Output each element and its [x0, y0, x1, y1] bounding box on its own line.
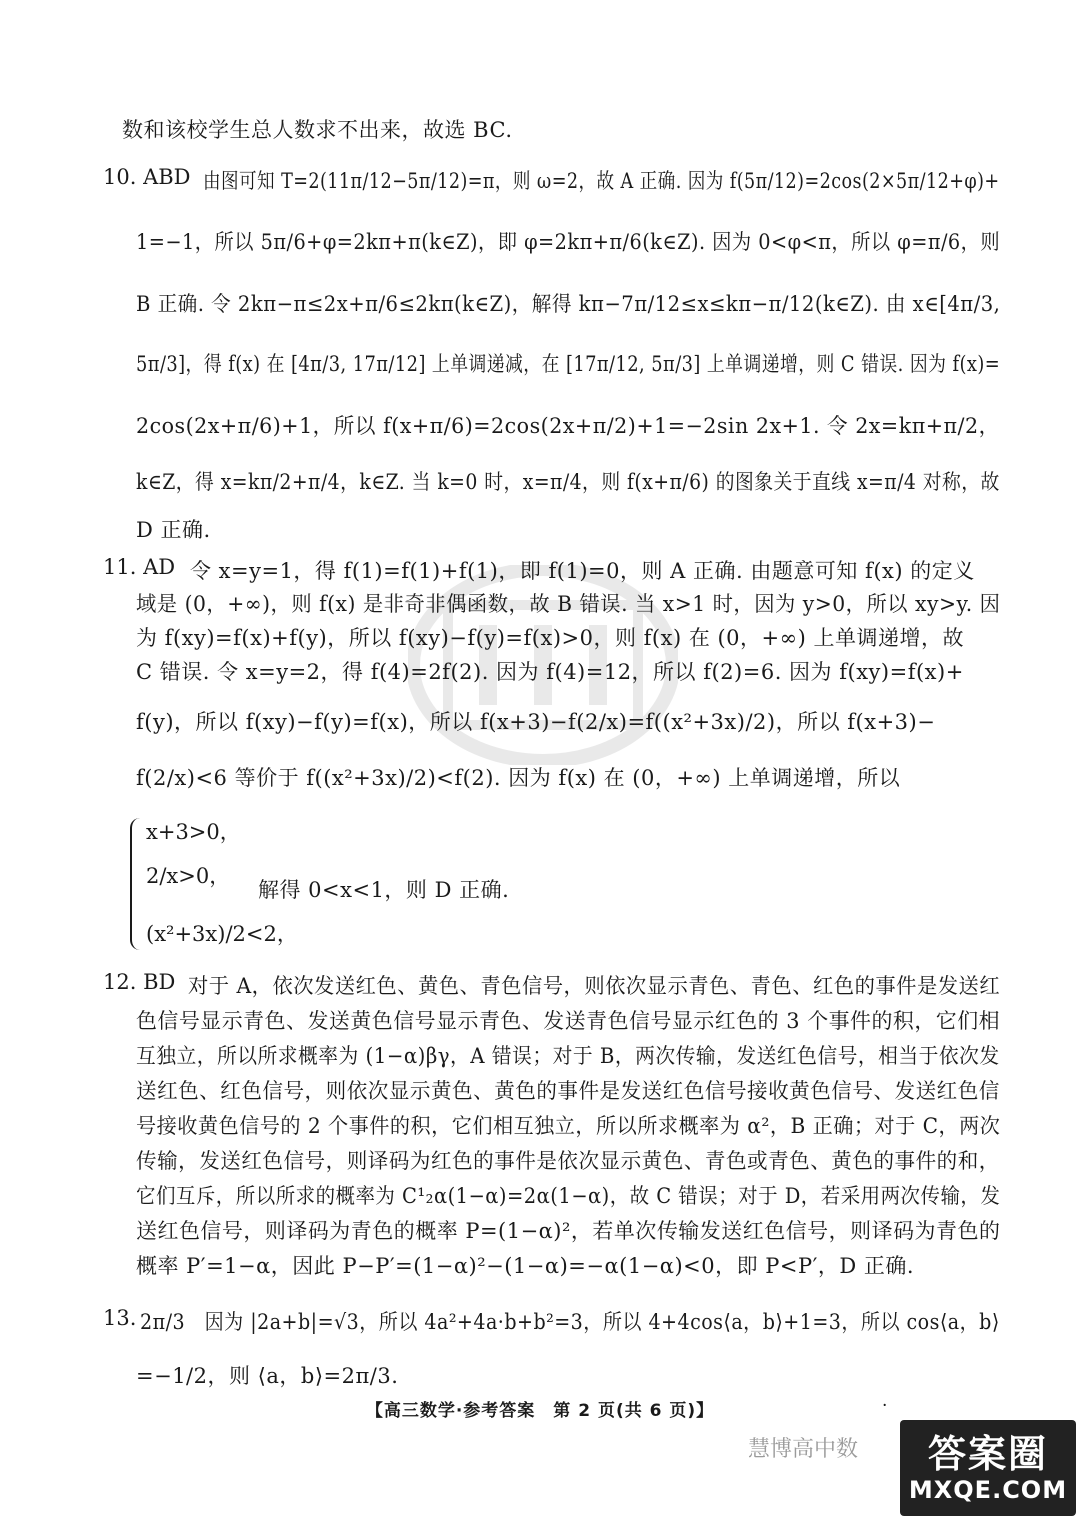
- page-footer: 【高三数学·参考答案 第 2 页(共 6 页)】: [365, 1401, 715, 1421]
- text-line: 2cos(2x+π/6)+1，所以 f(x+π/6)=2cos(2x+π/2)+1=−2sin 2x+1. 令 2x=kπ+π/2，: [136, 414, 1000, 438]
- site-watermark-url: MXQE.COM: [908, 1476, 1068, 1504]
- question-number: 11. AD: [103, 555, 176, 579]
- site-watermark-title: 答案圈: [927, 1432, 1048, 1476]
- text-line: 5π/3]，得 f(x) 在 [4π/3, 17π/12] 上单调递减，在 [17π/12, 5π/3] 上单调递增，则 C 错误. 因为 f(x)=: [136, 352, 1001, 376]
- text-line: 送红色、红色信号，则依次显示黄色、黄色的事件是发送红色信号接收黄色信号、发送红色信: [136, 1079, 1000, 1103]
- text-line: 色信号显示青色、发送黄色信号显示青色、发送青色信号显示红色的 3 个事件的积，它们相: [136, 1009, 1001, 1033]
- text-line: 数和该校学生总人数求不出来，故选 BC.: [122, 118, 513, 142]
- text-line: 2π/3 因为 |2a+b|=√3，所以 4a²+4a·b+b²=3，所以 4+4cos⟨a，b⟩+1=3，所以 cos⟨a，b⟩: [140, 1310, 1000, 1334]
- equation-system-brace: [130, 818, 144, 950]
- text-line: 对于 A，依次发送红色、黄色、青色信号，则依次显示青色、青色、红色的事件是发送红: [188, 974, 1001, 998]
- question-number: 13.: [103, 1306, 137, 1330]
- text-line: 概率 P′=1−α，因此 P−P′=(1−α)²−(1−α)=−α(1−α)<0，即 P<P′，D 正确.: [136, 1254, 915, 1278]
- question-number: 12. BD: [103, 970, 176, 994]
- wechat-watermark: 慧博高中数: [748, 1437, 859, 1462]
- site-watermark-badge: [900, 1420, 1076, 1516]
- text-line: 由图可知 T=2(11π/12−5π/12)=π，则 ω=2，故 A 正确. 因为 f(5π/12)=2cos(2×5π/12+φ)+: [203, 169, 1000, 193]
- system-equation: (x²+3x)/2<2，: [146, 922, 298, 946]
- text-line: 1=−1，所以 5π/6+φ=2kπ+π(k∈Z)，即 φ=2kπ+π/6(k∈Z). 因为 0<φ<π，所以 φ=π/6，则: [136, 230, 1001, 254]
- text-line: 域是 (0，+∞)，则 f(x) 是非奇非偶函数，故 B 错误. 当 x>1 时，因为 y>0，所以 xy>y. 因: [136, 592, 1001, 616]
- text-line: 互独立，所以所求概率为 (1−α)βγ，A 错误；对于 B，两次传输，发送红色信号，相当于依次发: [136, 1044, 1000, 1068]
- text-line: 解得 0<x<1，则 D 正确.: [258, 878, 510, 902]
- text-line: D 正确.: [136, 518, 211, 542]
- text-line: =−1/2，则 ⟨a，b⟩=2π/3.: [136, 1364, 399, 1388]
- text-line: C 错误. 令 x=y=2，得 f(4)=2f(2). 因为 f(4)=12，所以 f(2)=6. 因为 f(xy)=f(x)+: [136, 660, 964, 684]
- text-line: 令 x=y=1，得 f(1)=f(1)+f(1)，即 f(1)=0，则 A 正确. 由题意可知 f(x) 的定义: [190, 559, 975, 583]
- text-line: 传输，发送红色信号，则译码为红色的事件是依次显示黄色、青色或青色、黄色的事件的和，: [136, 1149, 1000, 1173]
- text-line: f(y)，所以 f(xy)−f(y)=f(x)，所以 f(x+3)−f(2/x)=f((x²+3x)/2)，所以 f(x+3)−: [136, 710, 936, 734]
- system-equation: x+3>0，: [146, 820, 241, 844]
- text-line: k∈Z，得 x=kπ/2+π/4，k∈Z. 当 k=0 时，x=π/4，则 f(x+π/6) 的图象关于直线 x=π/4 对称，故: [136, 470, 1000, 494]
- text-line: 送红色信号，则译码为青色的概率 P=(1−α)²，若单次传输发送红色信号，则译码为青色的: [136, 1219, 1001, 1243]
- text-line: 号接收黄色信号的 2 个事件的积，它们相互独立，所以所求概率为 α²，B 正确；对于 C，两次: [136, 1114, 1001, 1138]
- question-number: 10. ABD: [103, 165, 191, 189]
- text-line: 为 f(xy)=f(x)+f(y)，所以 f(xy)−f(y)=f(x)>0，则 f(x) 在 (0，+∞) 上单调递增，故: [136, 626, 965, 650]
- text-line: B 正确. 令 2kπ−π≤2x+π/6≤2kπ(k∈Z)，解得 kπ−7π/12≤x≤kπ−π/12(k∈Z). 由 x∈[4π/3,: [136, 292, 1001, 316]
- text-line: 它们互斥，所以所求的概率为 C¹₂α(1−α)=2α(1−α)，故 C 错误；对于 D，若采用两次传输，发: [136, 1184, 1001, 1208]
- footer-dot: ·: [882, 1396, 888, 1416]
- text-line: f(2/x)<6 等价于 f((x²+3x)/2)<f(2). 因为 f(x) 在 (0，+∞) 上单调递增，所以: [136, 766, 901, 790]
- system-equation: 2/x>0，: [146, 864, 231, 888]
